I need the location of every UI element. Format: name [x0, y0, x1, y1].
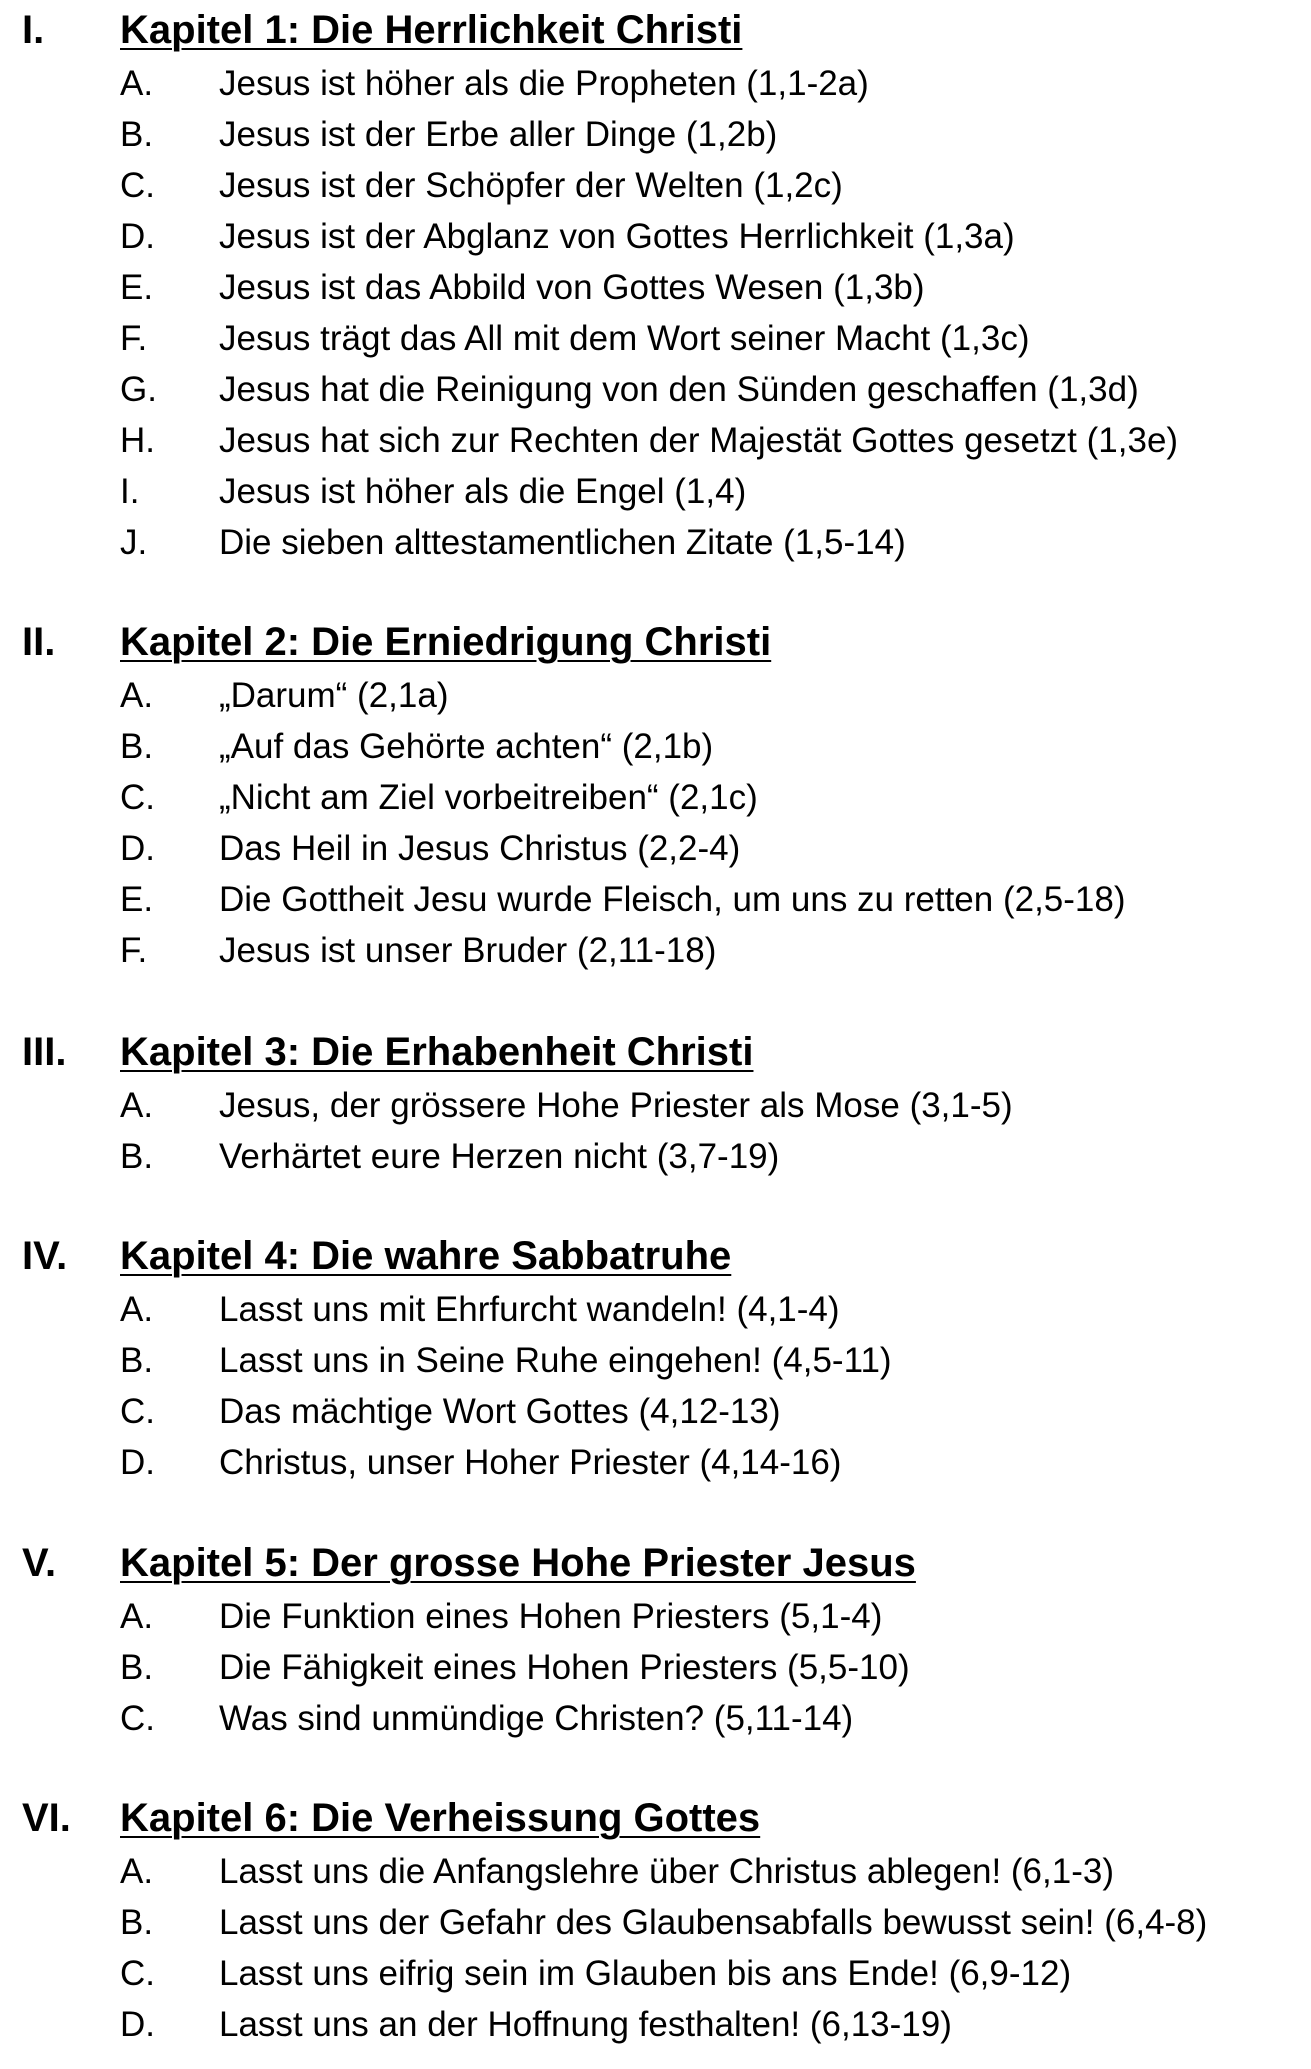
- item-text: Jesus, der grössere Hohe Priester als Mose (3,1-5): [219, 1086, 1013, 1125]
- list-item: [0, 160, 1311, 211]
- item-text: Die Fähigkeit eines Hohen Priesters (5,5-10): [219, 1648, 910, 1687]
- list-item: [0, 1284, 1311, 1335]
- item-text: Die sieben alttestamentlichen Zitate (1,5-14): [219, 523, 906, 562]
- list-item: [0, 823, 1311, 874]
- chapter-heading: [0, 614, 1311, 670]
- item-letter: C.: [120, 166, 155, 205]
- item-letter: B.: [120, 1341, 154, 1380]
- item-text: Lasst uns die Anfangslehre über Christus ablegen! (6,1-3): [219, 1852, 1114, 1891]
- item-text: „Darum“ (2,1a): [219, 676, 449, 715]
- item-letter: B.: [120, 727, 154, 766]
- list-item: [0, 262, 1311, 313]
- item-text: Jesus hat sich zur Rechten der Majestät Gottes gesetzt (1,3e): [219, 421, 1179, 460]
- list-item: [0, 874, 1311, 925]
- item-text: Die Funktion eines Hohen Priesters (5,1-4): [219, 1597, 883, 1636]
- chapter-section: [0, 2, 1311, 568]
- item-letter: B.: [120, 115, 154, 154]
- chapter-section: [0, 1790, 1311, 2050]
- item-letter: D.: [120, 1443, 155, 1482]
- chapter-section: [0, 1024, 1311, 1182]
- item-text: „Auf das Gehörte achten“ (2,1b): [219, 727, 714, 766]
- item-letter: C.: [120, 1699, 155, 1738]
- chapter-numeral: V.: [22, 1541, 57, 1585]
- chapter-numeral: I.: [22, 8, 45, 52]
- chapter-numeral: IV.: [22, 1234, 68, 1278]
- item-letter: B.: [120, 1648, 154, 1687]
- list-item: [0, 1335, 1311, 1386]
- list-item: [0, 466, 1311, 517]
- chapter-numeral: VI.: [22, 1796, 71, 1840]
- list-item: [0, 517, 1311, 568]
- list-item: [0, 1080, 1311, 1131]
- item-text: Das mächtige Wort Gottes (4,12-13): [219, 1392, 781, 1431]
- item-letter: G.: [120, 370, 157, 409]
- list-item: [0, 1386, 1311, 1437]
- list-item: [0, 1999, 1311, 2050]
- list-item: [0, 211, 1311, 262]
- list-item: [0, 1131, 1311, 1182]
- item-text: „Nicht am Ziel vorbeitreiben“ (2,1c): [219, 778, 758, 817]
- list-item: [0, 415, 1311, 466]
- chapter-title: Kapitel 6: Die Verheissung Gottes: [120, 1796, 761, 1840]
- list-item: [0, 1948, 1311, 1999]
- item-letter: A.: [120, 1852, 154, 1891]
- item-text: Jesus trägt das All mit dem Wort seiner Macht (1,3c): [219, 319, 1030, 358]
- item-text: Lasst uns an der Hoffnung festhalten! (6,13-19): [219, 2005, 952, 2044]
- chapter-heading: [0, 2, 1311, 58]
- item-text: Christus, unser Hoher Priester (4,14-16): [219, 1443, 842, 1482]
- chapter-section: [0, 614, 1311, 976]
- list-item: [0, 313, 1311, 364]
- item-text: Lasst uns der Gefahr des Glaubensabfalls bewusst sein! (6,4-8): [219, 1903, 1208, 1942]
- chapter-title: Kapitel 2: Die Erniedrigung Christi: [120, 620, 772, 664]
- chapter-title: Kapitel 3: Die Erhabenheit Christi: [120, 1030, 754, 1074]
- list-item: [0, 1897, 1311, 1948]
- list-item: [0, 925, 1311, 976]
- list-item: [0, 772, 1311, 823]
- item-letter: A.: [120, 1597, 154, 1636]
- item-text: Die Gottheit Jesu wurde Fleisch, um uns zu retten (2,5-18): [219, 880, 1126, 919]
- item-text: Jesus hat die Reinigung von den Sünden geschaffen (1,3d): [219, 370, 1139, 409]
- item-text: Was sind unmündige Christen? (5,11-14): [219, 1699, 854, 1738]
- item-letter: A.: [120, 676, 154, 715]
- item-letter: F.: [120, 931, 148, 970]
- list-item: [0, 1846, 1311, 1897]
- item-text: Jesus ist höher als die Propheten (1,1-2a): [219, 64, 869, 103]
- list-item: [0, 1591, 1311, 1642]
- item-letter: D.: [120, 2005, 155, 2044]
- list-item: [0, 670, 1311, 721]
- chapter-numeral: III.: [22, 1030, 67, 1074]
- item-letter: A.: [120, 1086, 154, 1125]
- item-text: Jesus ist das Abbild von Gottes Wesen (1,3b): [219, 268, 925, 307]
- item-letter: E.: [120, 880, 154, 919]
- list-item: [0, 1437, 1311, 1488]
- list-item: [0, 364, 1311, 415]
- item-text: Das Heil in Jesus Christus (2,2-4): [219, 829, 741, 868]
- item-letter: C.: [120, 1954, 155, 1993]
- item-text: Jesus ist unser Bruder (2,11-18): [219, 931, 717, 970]
- chapter-section: [0, 1535, 1311, 1744]
- item-text: Verhärtet eure Herzen nicht (3,7-19): [219, 1137, 780, 1176]
- item-letter: C.: [120, 778, 155, 817]
- chapter-title: Kapitel 4: Die wahre Sabbatruhe: [120, 1234, 732, 1278]
- item-letter: F.: [120, 319, 148, 358]
- chapter-title: Kapitel 5: Der grosse Hohe Priester Jesus: [120, 1541, 916, 1585]
- item-letter: I.: [120, 472, 140, 511]
- chapter-heading: [0, 1535, 1311, 1591]
- chapter-heading: [0, 1228, 1311, 1284]
- chapter-section: [0, 1228, 1311, 1488]
- list-item: [0, 58, 1311, 109]
- item-letter: H.: [120, 421, 155, 460]
- chapter-heading: [0, 1024, 1311, 1080]
- list-item: [0, 1642, 1311, 1693]
- chapter-title: Kapitel 1: Die Herrlichkeit Christi: [120, 8, 743, 52]
- item-text: Lasst uns in Seine Ruhe eingehen! (4,5-11): [219, 1341, 892, 1380]
- item-letter: C.: [120, 1392, 155, 1431]
- item-letter: D.: [120, 217, 155, 256]
- item-letter: J.: [120, 523, 148, 562]
- item-text: Jesus ist höher als die Engel (1,4): [219, 472, 747, 511]
- item-letter: E.: [120, 268, 154, 307]
- item-text: Lasst uns mit Ehrfurcht wandeln! (4,1-4): [219, 1290, 840, 1329]
- chapter-heading: [0, 1790, 1311, 1846]
- list-item: [0, 721, 1311, 772]
- item-text: Jesus ist der Schöpfer der Welten (1,2c): [219, 166, 843, 205]
- item-text: Jesus ist der Abglanz von Gottes Herrlichkeit (1,3a): [219, 217, 1015, 256]
- list-item: [0, 1693, 1311, 1744]
- item-letter: B.: [120, 1137, 154, 1176]
- item-letter: A.: [120, 1290, 154, 1329]
- item-text: Jesus ist der Erbe aller Dinge (1,2b): [219, 115, 778, 154]
- item-letter: D.: [120, 829, 155, 868]
- item-text: Lasst uns eifrig sein im Glauben bis ans Ende! (6,9-12): [219, 1954, 1072, 1993]
- item-letter: A.: [120, 64, 154, 103]
- item-letter: B.: [120, 1903, 154, 1942]
- chapter-numeral: II.: [22, 620, 56, 664]
- list-item: [0, 109, 1311, 160]
